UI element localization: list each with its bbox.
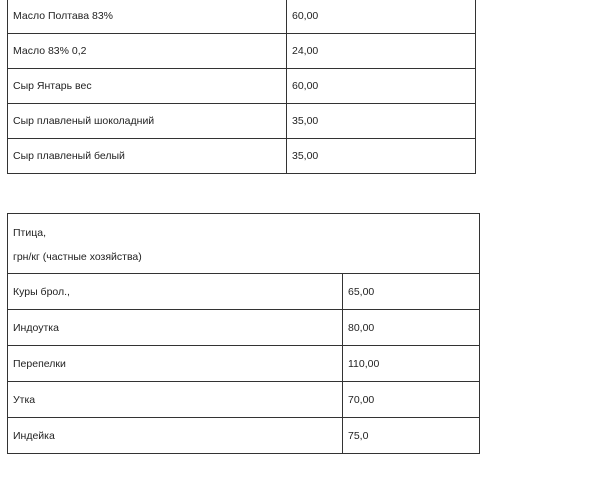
table-header-row: [8, 214, 480, 274]
price-cell: 35,00: [287, 139, 476, 174]
table-row: [8, 382, 480, 418]
price-cell: 60,00: [287, 0, 476, 34]
product-name-cell: Индейка: [8, 418, 343, 454]
table-row: [8, 0, 476, 34]
product-name-cell: Масло Полтава 83%: [8, 0, 287, 34]
table-row: [8, 310, 480, 346]
product-name-cell: Утка: [8, 382, 343, 418]
dairy-price-table: [7, 0, 476, 174]
table-row: [8, 274, 480, 310]
price-cell: 65,00: [343, 274, 480, 310]
table-header-cell: [8, 214, 480, 274]
product-name-cell: Перепелки: [8, 346, 343, 382]
table-row: [8, 139, 476, 174]
price-cell: 35,00: [287, 104, 476, 139]
price-cell: 110,00: [343, 346, 480, 382]
table-row: [8, 418, 480, 454]
product-name-cell: Масло 83% 0,2: [8, 34, 287, 69]
product-name-cell: Куры брол.,: [8, 274, 343, 310]
product-name-cell: Сыр плавленый белый: [8, 139, 287, 174]
price-cell: 70,00: [343, 382, 480, 418]
price-cell: 24,00: [287, 34, 476, 69]
poultry-price-table: [7, 213, 480, 454]
unit-subtitle: грн/кг (частные хозяйства): [13, 250, 142, 263]
product-name-cell: Индоутка: [8, 310, 343, 346]
price-cell: 60,00: [287, 69, 476, 104]
price-cell: 75,0: [343, 418, 480, 454]
product-name-cell: Сыр Янтарь вес: [8, 69, 287, 104]
product-name-cell: Сыр плавленый шоколадний: [8, 104, 287, 139]
price-cell: 80,00: [343, 310, 480, 346]
table-row: [8, 104, 476, 139]
table-row: [8, 69, 476, 104]
table-row: [8, 34, 476, 69]
table-row: [8, 346, 480, 382]
category-title: Птица,: [13, 226, 46, 239]
